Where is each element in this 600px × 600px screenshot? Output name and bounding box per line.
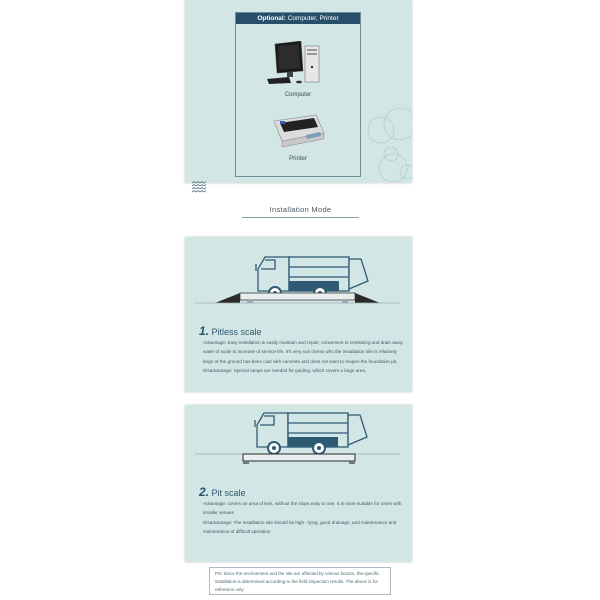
mode-pitless-scale-panel (185, 237, 412, 392)
mode-title (199, 485, 246, 499)
advantage-text: Advantage: covers an area of less, without the slope,easy to use. It is more suitable for users with smaller venues (203, 501, 402, 516)
advantage-text: Advantage: Easy installation & easily maintain and repair; convenient to ventilating and drain away water of scale to increase of service life. It's very suit clients who the installation site is relatively large or the ground has been cast with concrete and does not want to reopen the foundation pit. (203, 340, 403, 364)
mode-description (203, 338, 403, 375)
disadvantage-text: Disadvantage: Special ramps are needed for guiding, which covers a large area. (203, 367, 367, 373)
device-printer (236, 111, 360, 162)
mode-description (203, 499, 403, 536)
pitless-scale-truck-illustration (185, 237, 412, 309)
disadvantage-text: Disadvantage: The installation site should be high - lying, good drainage, and maintenance and (203, 519, 397, 525)
installation-mode-title: Installation Mode (269, 205, 332, 214)
disadvantage-text-continued: maintenance of difficult operation (203, 528, 271, 534)
mode-name: Pitless scale (211, 327, 262, 337)
device-computer (236, 41, 360, 98)
mode-number: 2. (199, 485, 210, 499)
device-label: Printer (289, 156, 307, 162)
device-label: Computer (284, 92, 312, 98)
title-underline (242, 217, 359, 218)
mode-name: Pit scale (211, 488, 246, 498)
zigzag-pattern-icon (192, 181, 207, 194)
optional-header-text: Computer, Printer (285, 15, 339, 22)
mode-title (199, 324, 262, 338)
desktop-computer-icon (263, 41, 333, 85)
mode-pit-scale-panel (185, 405, 412, 562)
pit-scale-truck-illustration (185, 405, 412, 469)
decorative-circles-icon (367, 106, 412, 182)
optional-devices-panel (185, 0, 412, 183)
dot-matrix-printer-icon (266, 111, 330, 149)
optional-header (236, 13, 360, 24)
ps-note: PS: Since the environment and the site are affected by various factors, the specific installation is determined according to the field inspection results. The above is for reference only. (209, 567, 391, 595)
optional-header-bold: Optional: (257, 15, 286, 22)
mode-number: 1. (199, 324, 210, 338)
optional-devices-box (235, 12, 361, 177)
